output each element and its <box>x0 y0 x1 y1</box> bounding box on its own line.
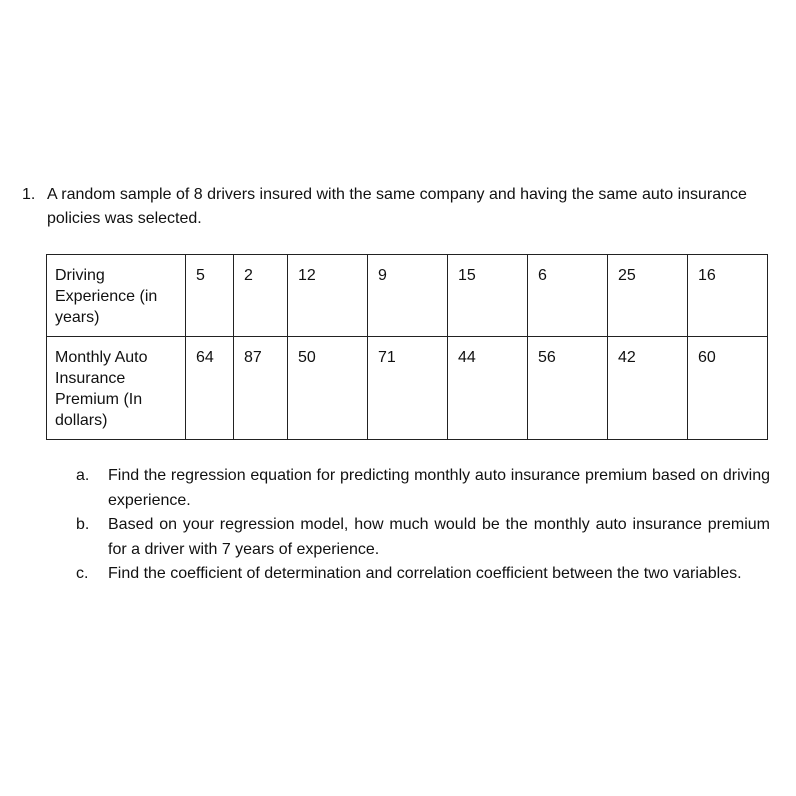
table-cell: 12 <box>288 255 368 337</box>
table-cell: 2 <box>234 255 288 337</box>
table-cell: 56 <box>528 337 608 440</box>
table-cell: 15 <box>448 255 528 337</box>
sub-question-c <box>76 562 770 587</box>
row-header-premium: Monthly Auto Insurance Premium (In dollars) <box>47 337 186 440</box>
sub-question-letter: c. <box>76 565 89 582</box>
question-text: A random sample of 8 drivers insured with the same company and having the same auto insurance policies was selected. <box>47 186 747 227</box>
table-cell: 50 <box>288 337 368 440</box>
sub-question-b <box>76 513 770 562</box>
question-number: 1. <box>22 186 36 203</box>
table-cell: 16 <box>688 255 768 337</box>
table-cell: 42 <box>608 337 688 440</box>
table-cell: 25 <box>608 255 688 337</box>
sub-question-a <box>76 464 770 513</box>
table-row <box>47 255 768 337</box>
data-table <box>46 254 768 440</box>
sub-question-list <box>76 464 770 587</box>
sub-question-letter: b. <box>76 516 90 533</box>
table-cell: 6 <box>528 255 608 337</box>
table-row <box>47 337 768 440</box>
table-cell: 60 <box>688 337 768 440</box>
table-cell: 44 <box>448 337 528 440</box>
sub-question-text: Find the coefficient of determination and correlation coefficient between the two variables. <box>108 565 742 582</box>
table-cell: 5 <box>186 255 234 337</box>
sub-question-text: Find the regression equation for predicting monthly auto insurance premium based on driving experience. <box>108 467 770 509</box>
table-cell: 64 <box>186 337 234 440</box>
table-cell: 87 <box>234 337 288 440</box>
table-cell: 9 <box>368 255 448 337</box>
row-header-experience: Driving Experience (in years) <box>47 255 186 337</box>
table-cell: 71 <box>368 337 448 440</box>
sub-question-text: Based on your regression model, how much would be the monthly auto insurance premium for a driver with 7 years of experience. <box>108 516 770 558</box>
sub-question-letter: a. <box>76 467 90 484</box>
